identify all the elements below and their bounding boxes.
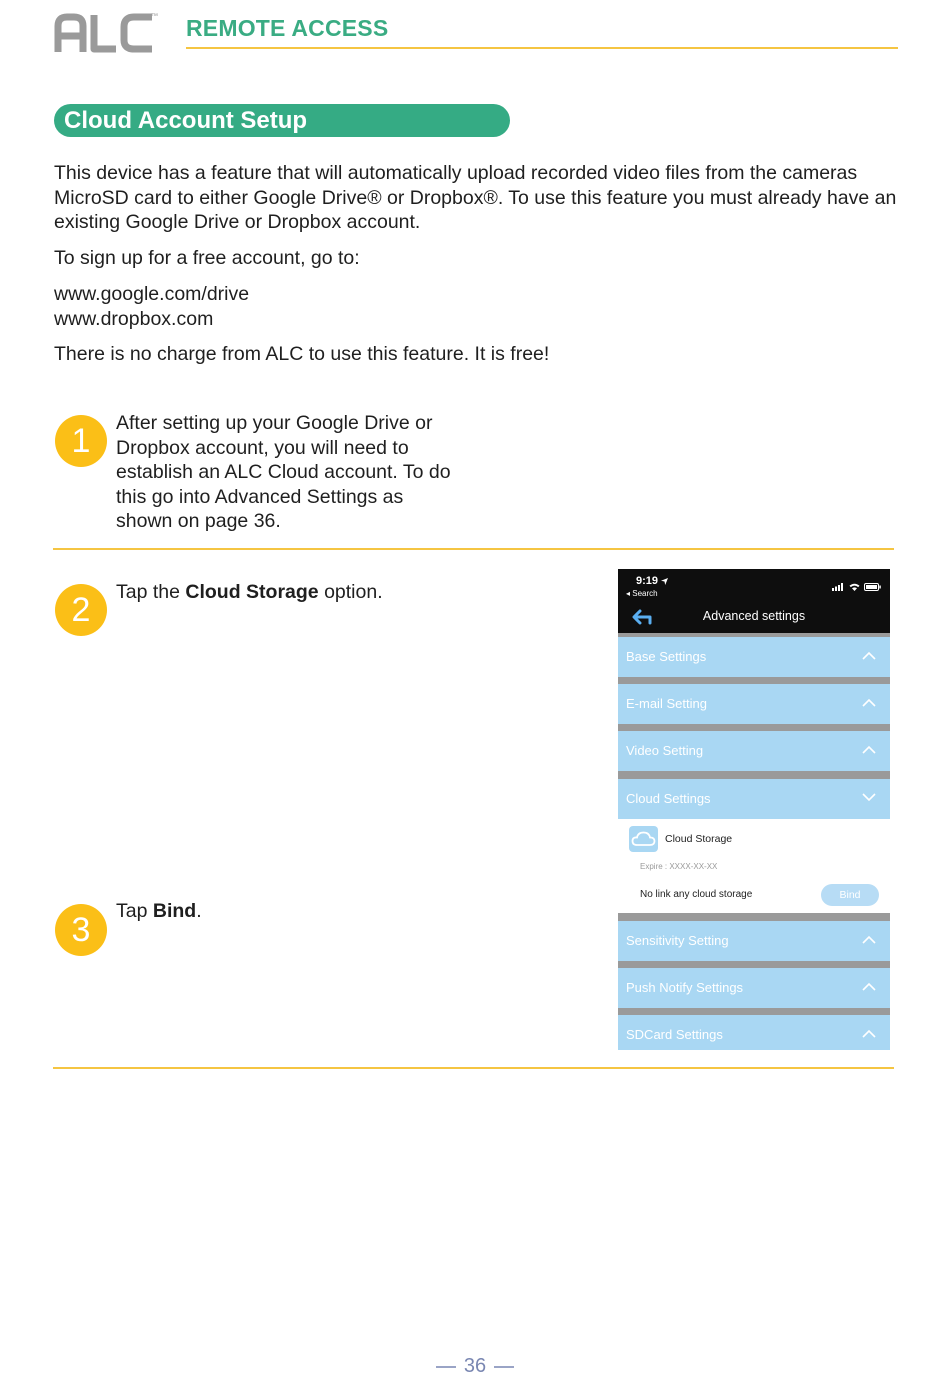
- dash-left: [436, 1366, 456, 1368]
- battery-icon: [864, 583, 881, 591]
- step-divider: [53, 548, 894, 550]
- page-number: [0, 1355, 950, 1378]
- free-note: There is no charge from ALC to use this feature. It is free!: [54, 343, 550, 365]
- step-1-badge: 1: [55, 415, 107, 467]
- video-setting-row[interactable]: [618, 731, 890, 771]
- header-divider: [186, 47, 898, 49]
- step-1-text: After setting up your Google Drive or Dropbox account, you will need to establish an ALC Cloud account. To do this go into Advanced Settings as shown on page 36.: [116, 412, 451, 532]
- step-2-badge: 2: [55, 584, 107, 636]
- signup-paragraph: To sign up for a free account, go to:: [54, 247, 360, 269]
- row-separator: [618, 771, 890, 779]
- wifi-icon: [849, 583, 860, 591]
- chevron-up-icon: [862, 1029, 876, 1038]
- step-2-prefix: Tap the: [116, 581, 186, 603]
- dash-right: [494, 1366, 514, 1368]
- no-link-label: No link any cloud storage: [640, 889, 753, 900]
- chevron-up-icon: [862, 651, 876, 660]
- location-arrow-icon: [661, 578, 668, 585]
- row-label: Sensitivity Setting: [626, 933, 729, 948]
- expire-label: Expire : XXXX-XX-XX: [640, 862, 718, 871]
- phone-time: [636, 575, 668, 587]
- cloud-storage-label[interactable]: Cloud Storage: [665, 833, 733, 845]
- base-settings-row[interactable]: [618, 637, 890, 677]
- row-label: Base Settings: [626, 649, 707, 664]
- phone-screenshot: [618, 569, 890, 1050]
- cloud-icon: [629, 826, 658, 852]
- trademark-mark: ™: [151, 13, 158, 20]
- search-back-link[interactable]: ◂ Search: [626, 589, 658, 598]
- step-3-bold: Bind: [152, 900, 197, 922]
- push-notify-settings-row[interactable]: [618, 968, 890, 1008]
- sdcard-settings-row[interactable]: [618, 1015, 890, 1050]
- section-banner: Cloud Account Setup: [54, 104, 510, 137]
- intro-paragraph: This device has a feature that will automatically upload recorded video files from the cameras MicroSD card to either Google Drive® or Dropbox®. To use this feature you must already have an existing Google Drive or Dropbox account.: [54, 162, 897, 233]
- chevron-up-icon: [862, 982, 876, 991]
- step-2-bold: Cloud Storage: [185, 581, 319, 603]
- row-label: Video Setting: [626, 743, 704, 758]
- row-separator: [618, 913, 890, 921]
- chevron-up-icon: [862, 698, 876, 707]
- step-3-badge: 3: [55, 904, 107, 956]
- step-2-text: [116, 580, 383, 605]
- step-3-suffix: .: [196, 900, 202, 922]
- row-label: SDCard Settings: [626, 1027, 723, 1042]
- alc-logo: [54, 12, 158, 54]
- page-number-value: 36: [463, 1355, 487, 1377]
- email-setting-row[interactable]: [618, 684, 890, 724]
- cloud-storage-panel: [618, 820, 890, 913]
- dropbox-link[interactable]: www.dropbox.com: [54, 308, 214, 330]
- cloud-settings-row[interactable]: [618, 779, 890, 819]
- cloud-icon-tile[interactable]: [629, 826, 658, 852]
- row-label: Cloud Settings: [626, 791, 711, 806]
- google-drive-link[interactable]: www.google.com/drive: [54, 283, 250, 305]
- phone-header: [618, 569, 890, 633]
- step-divider: [53, 1067, 894, 1069]
- phone-time-value: 9:19: [636, 575, 659, 587]
- chevron-down-icon: [862, 793, 876, 802]
- row-label: Push Notify Settings: [626, 980, 744, 995]
- section-title: REMOTE ACCESS: [186, 15, 389, 41]
- cellular-signal-icon: [832, 583, 844, 591]
- sensitivity-setting-row[interactable]: [618, 921, 890, 961]
- chevron-up-icon: [862, 935, 876, 944]
- step-3-prefix: Tap: [116, 900, 153, 922]
- row-label: E-mail Setting: [626, 696, 707, 711]
- bind-button[interactable]: Bind: [821, 884, 879, 906]
- step-3-text: [116, 899, 202, 924]
- screen-title: Advanced settings: [702, 609, 806, 623]
- step-2-suffix: option.: [318, 581, 383, 603]
- chevron-up-icon: [862, 745, 876, 754]
- status-icons: [832, 578, 881, 596]
